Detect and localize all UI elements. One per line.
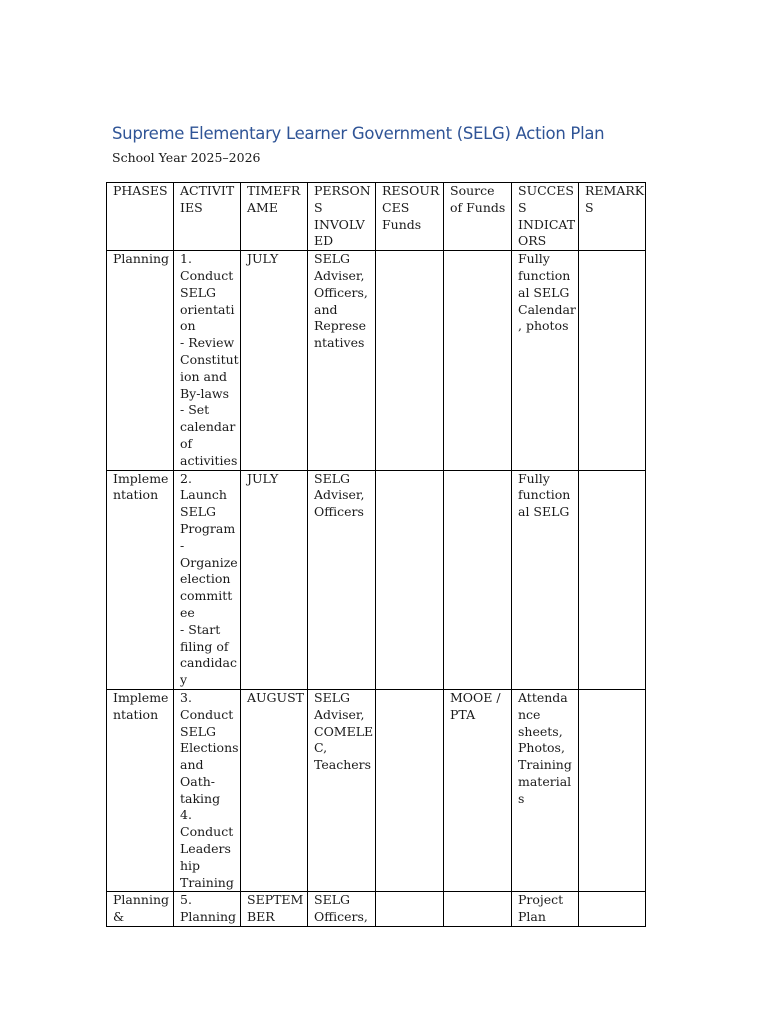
cell-line: orientati bbox=[180, 301, 235, 317]
cell-line: Officers, bbox=[314, 284, 368, 300]
cell-line: Training bbox=[180, 874, 234, 890]
table-row bbox=[107, 892, 646, 927]
cell-line: calendar bbox=[180, 419, 236, 435]
cell-line: Elections bbox=[180, 740, 239, 756]
cell-line: Funds bbox=[382, 216, 422, 232]
cell-activities bbox=[174, 470, 241, 689]
cell-line: JULY bbox=[247, 251, 279, 267]
cell-line: Organize bbox=[180, 554, 238, 570]
column-header-source-of-funds bbox=[444, 183, 512, 251]
cell-line: ACTIVIT bbox=[180, 183, 235, 198]
cell-line: - bbox=[180, 537, 185, 553]
cell-line: & bbox=[113, 909, 125, 925]
cell-line: SELG bbox=[314, 251, 350, 267]
cell-line: AUGUST bbox=[247, 689, 304, 705]
cell-source bbox=[444, 689, 512, 892]
cell-line: Planning bbox=[113, 251, 170, 267]
cell-source bbox=[444, 470, 512, 689]
cell-line: al SELG bbox=[518, 284, 570, 300]
cell-line: ion and bbox=[180, 368, 228, 384]
column-header-remarks bbox=[579, 183, 646, 251]
cell-line: on bbox=[180, 318, 196, 334]
cell-line: TIMEFR bbox=[247, 183, 301, 198]
cell-line: Conduct bbox=[180, 267, 234, 283]
cell-line: SELG bbox=[180, 723, 216, 739]
cell-line: SELG bbox=[180, 504, 216, 520]
cell-line: SELG bbox=[314, 689, 350, 705]
cell-line: SELG bbox=[314, 470, 350, 486]
cell-line: Plan bbox=[518, 909, 546, 925]
cell-line: of Funds bbox=[450, 199, 506, 215]
cell-line: ntatives bbox=[314, 335, 365, 351]
cell-source bbox=[444, 892, 512, 927]
column-header-resources-funds bbox=[376, 183, 444, 251]
cell-remarks bbox=[579, 689, 646, 892]
column-header-success-indicators bbox=[512, 183, 579, 251]
cell-line: election bbox=[180, 571, 231, 587]
cell-line: Program bbox=[180, 520, 236, 536]
cell-line: ntation bbox=[113, 706, 159, 722]
cell-line: Officers bbox=[314, 504, 364, 520]
cell-line: Fully bbox=[518, 470, 550, 486]
cell-line: ntation bbox=[113, 487, 159, 503]
cell-line: - Start bbox=[180, 621, 221, 637]
cell-indicators bbox=[512, 470, 579, 689]
cell-line: S bbox=[314, 199, 323, 215]
column-header-activities bbox=[174, 183, 241, 251]
cell-line: nce bbox=[518, 706, 541, 722]
cell-line: INDICAT bbox=[518, 216, 576, 232]
cell-timeframe bbox=[241, 470, 308, 689]
cell-line: JULY bbox=[247, 470, 279, 486]
cell-line: COMELE bbox=[314, 723, 374, 739]
cell-line: Adviser, bbox=[314, 487, 365, 503]
cell-line: committ bbox=[180, 588, 233, 604]
cell-phase bbox=[107, 892, 174, 927]
cell-line: sheets, bbox=[518, 723, 563, 739]
cell-line: Calendar bbox=[518, 301, 576, 317]
cell-line: - Set bbox=[180, 402, 210, 418]
cell-line: Adviser, bbox=[314, 267, 365, 283]
cell-remarks bbox=[579, 251, 646, 470]
cell-resources bbox=[376, 470, 444, 689]
cell-line: Source bbox=[450, 183, 495, 198]
cell-line: Represe bbox=[314, 318, 366, 334]
cell-line: 1. bbox=[180, 251, 192, 267]
cell-line: RESOUR bbox=[382, 183, 440, 198]
cell-persons bbox=[308, 251, 376, 470]
cell-resources bbox=[376, 251, 444, 470]
cell-line: Constitut bbox=[180, 351, 239, 367]
cell-line: Fully bbox=[518, 251, 550, 267]
cell-phase bbox=[107, 251, 174, 470]
cell-indicators bbox=[512, 892, 579, 927]
column-header-phases bbox=[107, 183, 174, 251]
cell-line: Impleme bbox=[113, 470, 169, 486]
cell-line: of bbox=[180, 435, 193, 451]
cell-line: PERSON bbox=[314, 183, 371, 198]
cell-line: REMARK bbox=[585, 183, 645, 198]
cell-line: , photos bbox=[518, 318, 569, 334]
cell-line: SUCCESS bbox=[518, 183, 574, 215]
table-header-row bbox=[107, 183, 646, 251]
column-header-persons-involved bbox=[308, 183, 376, 251]
cell-line: SEPTEM bbox=[247, 892, 304, 908]
cell-indicators bbox=[512, 689, 579, 892]
cell-line: Training bbox=[518, 757, 572, 773]
cell-phase bbox=[107, 689, 174, 892]
cell-line: material bbox=[518, 773, 572, 789]
cell-line: PTA bbox=[450, 706, 476, 722]
cell-line: By-laws bbox=[180, 385, 230, 401]
cell-line: ED bbox=[314, 233, 334, 249]
cell-line: Impleme bbox=[113, 689, 169, 705]
cell-phase bbox=[107, 470, 174, 689]
cell-line: al SELG bbox=[518, 504, 570, 520]
cell-persons bbox=[308, 892, 376, 927]
cell-line: function bbox=[518, 487, 571, 503]
cell-line: 4. bbox=[180, 807, 192, 823]
cell-line: Photos, bbox=[518, 740, 565, 756]
cell-activities bbox=[174, 689, 241, 892]
table-row bbox=[107, 689, 646, 892]
table-row bbox=[107, 251, 646, 470]
cell-timeframe bbox=[241, 251, 308, 470]
cell-activities bbox=[174, 892, 241, 927]
cell-line: Teachers bbox=[314, 757, 372, 773]
cell-line: ORS bbox=[518, 233, 547, 249]
cell-line: AME bbox=[247, 199, 278, 215]
table-row bbox=[107, 470, 646, 689]
cell-line: SELG bbox=[314, 892, 350, 908]
cell-line: Adviser, bbox=[314, 706, 365, 722]
cell-line: ee bbox=[180, 604, 195, 620]
cell-line: activities bbox=[180, 452, 238, 468]
cell-line: Attenda bbox=[518, 689, 568, 705]
cell-line: PHASES bbox=[113, 183, 168, 198]
cell-line: - Review bbox=[180, 335, 235, 351]
cell-line: filing of bbox=[180, 638, 229, 654]
cell-source bbox=[444, 251, 512, 470]
cell-timeframe bbox=[241, 892, 308, 927]
cell-indicators bbox=[512, 251, 579, 470]
cell-persons bbox=[308, 689, 376, 892]
cell-line: SELG bbox=[180, 284, 216, 300]
cell-line: Planning bbox=[113, 892, 170, 908]
cell-resources bbox=[376, 689, 444, 892]
cell-line: Conduct bbox=[180, 824, 234, 840]
cell-line: Project bbox=[518, 892, 564, 908]
cell-line: INVOLV bbox=[314, 216, 365, 232]
cell-line: s bbox=[518, 790, 525, 806]
document-title: Supreme Elementary Learner Government (SELG) Action Plan bbox=[112, 124, 605, 143]
cell-line: BER bbox=[247, 909, 275, 925]
cell-line: Planning bbox=[180, 909, 237, 925]
cell-line: Oath- bbox=[180, 773, 215, 789]
cell-line: S bbox=[585, 199, 594, 215]
cell-line: y bbox=[180, 672, 188, 688]
column-header-timeframe bbox=[241, 183, 308, 251]
cell-line: Launch bbox=[180, 487, 227, 503]
cell-line: Officers, bbox=[314, 909, 368, 925]
cell-line: hip bbox=[180, 857, 201, 873]
action-plan-table bbox=[106, 182, 646, 927]
cell-resources bbox=[376, 892, 444, 927]
cell-timeframe bbox=[241, 689, 308, 892]
cell-line: and bbox=[180, 757, 204, 773]
cell-remarks bbox=[579, 470, 646, 689]
cell-activities bbox=[174, 251, 241, 470]
cell-line: candidac bbox=[180, 655, 237, 671]
cell-line: and bbox=[314, 301, 338, 317]
cell-line: 2. bbox=[180, 470, 192, 486]
cell-line: C, bbox=[314, 740, 328, 756]
cell-line: Conduct bbox=[180, 706, 234, 722]
cell-line: 5. bbox=[180, 892, 192, 908]
document-subtitle: School Year 2025–2026 bbox=[112, 150, 261, 165]
cell-line: IES bbox=[180, 199, 203, 215]
cell-line: taking bbox=[180, 790, 221, 806]
cell-line: function bbox=[518, 267, 571, 283]
cell-line: 3. bbox=[180, 689, 192, 705]
cell-line: MOOE / bbox=[450, 689, 501, 705]
cell-remarks bbox=[579, 892, 646, 927]
cell-line: CES bbox=[382, 199, 410, 215]
cell-line: Leaders bbox=[180, 841, 231, 857]
cell-persons bbox=[308, 470, 376, 689]
